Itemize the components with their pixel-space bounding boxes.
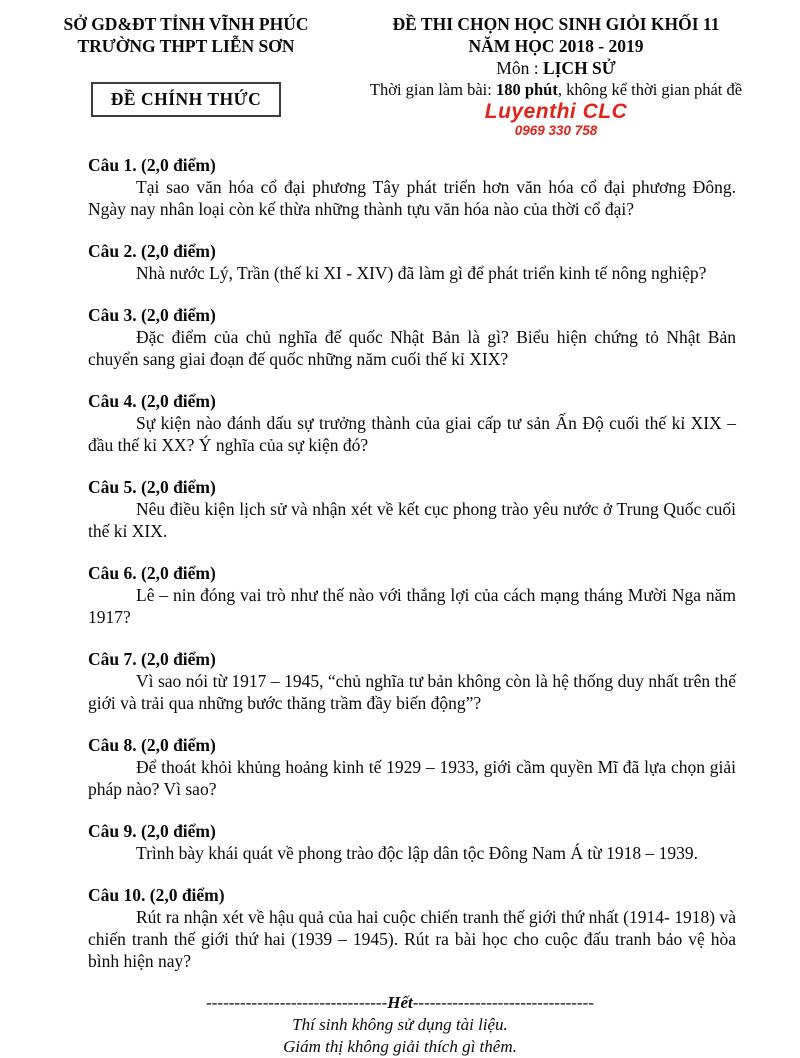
question-block-4	[88, 390, 736, 456]
question-block-2	[88, 240, 736, 284]
question-block-7	[88, 648, 736, 714]
duration-prefix: Thời gian làm bài:	[369, 80, 496, 99]
question-label: Câu 8. (2,0 điểm)	[88, 735, 216, 755]
question-block-6	[88, 562, 736, 628]
end-of-exam-line	[0, 992, 800, 1014]
question-text: Nêu điều kiện lịch sử và nhận xét về kết cục phong trào yêu nước ở Trung Quốc cuối thế kỉ XIX.	[88, 499, 736, 541]
duration-suffix: , không kể thời gian phát đề	[557, 80, 743, 99]
department-name: SỞ GD&ĐT TỈNH VĨNH PHÚC	[63, 14, 309, 34]
end-dashes-right: --------------------------------	[412, 993, 594, 1012]
question-block-3	[88, 304, 736, 370]
question-text: Sự kiện nào đánh dấu sự trưởng thành của giai cấp tư sản Ấn Độ cuối thế kỉ XIX – đầu thế kỉ XX? Ý nghĩa của sự kiện đó?	[88, 413, 736, 455]
end-word: Hết	[387, 993, 413, 1012]
question-block-1	[88, 154, 736, 220]
question-label: Câu 7. (2,0 điểm)	[88, 649, 216, 669]
question-label: Câu 4. (2,0 điểm)	[88, 391, 216, 411]
end-dashes-left: --------------------------------	[206, 993, 388, 1012]
question-label: Câu 1. (2,0 điểm)	[88, 155, 216, 175]
question-text: Để thoát khỏi khủng hoảng kinh tế 1929 – 1933, giới cầm quyền Mĩ đã lựa chọn giải pháp nào? Vì sao?	[88, 757, 736, 799]
question-text: Nhà nước Lý, Trần (thế kỉ XI - XIV) đã làm gì để phát triển kinh tế nông nghiệp?	[136, 263, 707, 283]
school-name: TRƯỜNG THPT LIỄN SƠN	[77, 36, 295, 56]
question-text: Rút ra nhận xét về hậu quả của hai cuộc chiến tranh thế giới thứ nhất (1914- 1918) và chiến tranh thế giới thứ hai (1939 – 1945). Rút ra bài học cho cuộc đấu tranh bảo vệ hòa bình hiện nay?	[88, 907, 736, 971]
question-text: Lê – nin đóng vai trò như thế nào với thắng lợi của cách mạng tháng Mười Nga năm 1917?	[88, 585, 736, 627]
question-block-8	[88, 734, 736, 800]
question-label: Câu 3. (2,0 điểm)	[88, 305, 216, 325]
duration-line	[342, 79, 770, 101]
official-exam-box: ĐỀ CHÍNH THỨC	[91, 82, 281, 117]
question-text: Đặc điểm của chủ nghĩa đế quốc Nhật Bản là gì? Biểu hiện chứng tỏ Nhật Bản chuyển sang giai đoạn đế quốc những năm cuối thế kỉ XIX?	[88, 327, 736, 369]
question-text: Trình bày khái quát về phong trào độc lập dân tộc Đông Nam Á từ 1918 – 1939.	[136, 843, 698, 863]
question-block-10	[88, 884, 736, 972]
question-label: Câu 5. (2,0 điểm)	[88, 477, 216, 497]
header-right-block	[342, 13, 770, 138]
duration-value: 180 phút	[495, 80, 558, 99]
question-label: Câu 2. (2,0 điểm)	[88, 241, 216, 261]
subject-name: LỊCH SỬ	[542, 58, 616, 78]
footer-note-proctor: Giám thị không giải thích gì thêm.	[283, 1037, 517, 1056]
exam-header	[0, 0, 800, 138]
subject-line	[342, 57, 770, 79]
brand-logo-text: Luyenthi CLC	[484, 100, 628, 123]
subject-prefix: Môn :	[496, 58, 543, 78]
question-label: Câu 9. (2,0 điểm)	[88, 821, 216, 841]
question-label: Câu 6. (2,0 điểm)	[88, 563, 216, 583]
question-block-9	[88, 820, 736, 864]
question-label: Câu 10. (2,0 điểm)	[88, 885, 225, 905]
questions-section	[0, 154, 800, 972]
school-year: NĂM HỌC 2018 - 2019	[468, 36, 644, 56]
exam-title: ĐỀ THI CHỌN HỌC SINH GIỎI KHỐI 11	[392, 14, 720, 34]
header-left-block	[30, 13, 342, 138]
question-block-5	[88, 476, 736, 542]
exam-footer	[0, 992, 800, 1058]
footer-note-materials: Thí sinh không sử dụng tài liệu.	[292, 1015, 508, 1034]
question-text: Tại sao văn hóa cổ đại phương Tây phát triển hơn văn hóa cổ đại phương Đông. Ngày nay nhân loại còn kế thừa những thành tựu văn hóa nào của thời cổ đại?	[88, 177, 736, 219]
question-text: Vì sao nói từ 1917 – 1945, “chủ nghĩa tư bản không còn là hệ thống duy nhất trên thế giới và trải qua những bước thăng trầm đầy biến động”?	[88, 671, 736, 713]
brand-phone-number: 0969 330 758	[514, 123, 598, 138]
